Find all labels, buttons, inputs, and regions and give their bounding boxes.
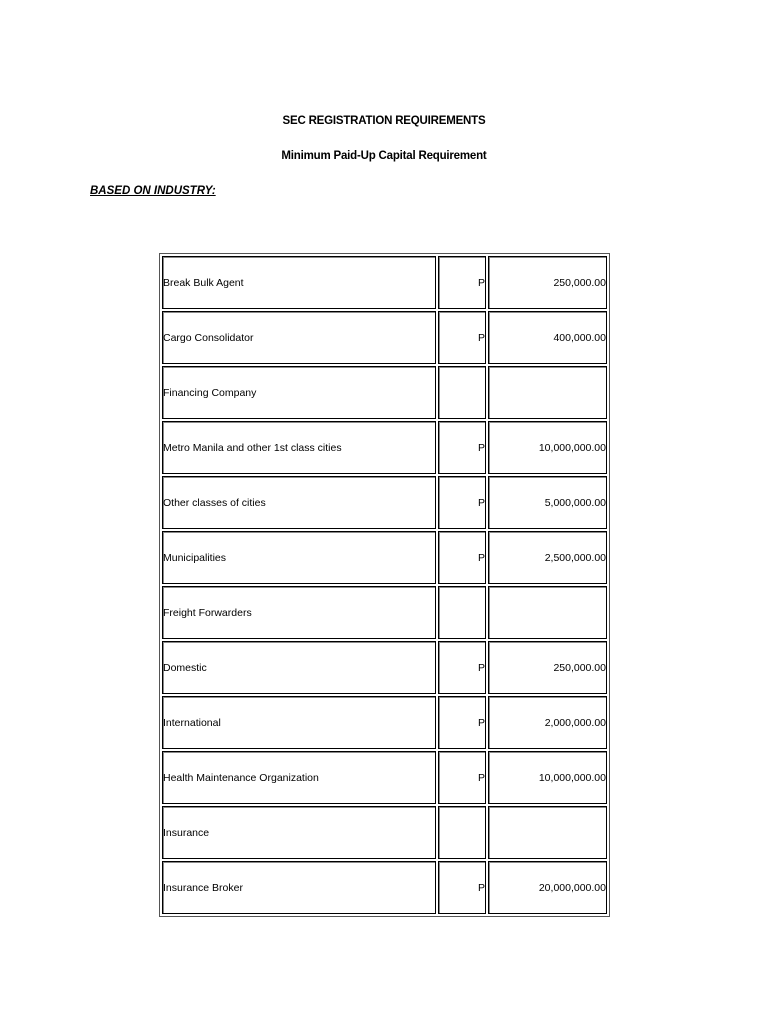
- industry-name-cell: Freight Forwarders: [162, 586, 436, 639]
- currency-cell: P: [438, 476, 486, 529]
- currency-cell: [438, 806, 486, 859]
- industry-name-cell: Municipalities: [162, 531, 436, 584]
- requirements-table: [159, 253, 610, 917]
- currency-cell: P: [438, 531, 486, 584]
- table-row: [162, 256, 607, 309]
- document-title: SEC REGISTRATION REQUIREMENTS: [282, 115, 486, 127]
- industry-name-cell: Health Maintenance Organization: [162, 751, 436, 804]
- industry-name-cell: Break Bulk Agent: [162, 256, 436, 309]
- amount-cell: 20,000,000.00: [488, 861, 607, 914]
- amount-cell: 250,000.00: [488, 256, 607, 309]
- amount-cell: 5,000,000.00: [488, 476, 607, 529]
- industry-name-cell: Domestic: [162, 641, 436, 694]
- industry-name-cell: Insurance: [162, 806, 436, 859]
- table-row: [162, 586, 607, 639]
- currency-cell: P: [438, 641, 486, 694]
- currency-cell: P: [438, 421, 486, 474]
- table-row: [162, 641, 607, 694]
- document-subtitle: Minimum Paid-Up Capital Requirement: [281, 150, 487, 162]
- table-row: [162, 476, 607, 529]
- table-row: [162, 806, 607, 859]
- industry-name-cell: Insurance Broker: [162, 861, 436, 914]
- table-row: [162, 696, 607, 749]
- currency-cell: P: [438, 311, 486, 364]
- industry-name-cell: Cargo Consolidator: [162, 311, 436, 364]
- amount-cell: 10,000,000.00: [488, 751, 607, 804]
- currency-cell: [438, 586, 486, 639]
- industry-name-cell: Metro Manila and other 1st class cities: [162, 421, 436, 474]
- currency-cell: P: [438, 256, 486, 309]
- amount-cell: 250,000.00: [488, 641, 607, 694]
- industry-name-cell: International: [162, 696, 436, 749]
- table-row: [162, 531, 607, 584]
- amount-cell: [488, 806, 607, 859]
- amount-cell: 10,000,000.00: [488, 421, 607, 474]
- table-row: [162, 311, 607, 364]
- amount-cell: [488, 586, 607, 639]
- amount-cell: 2,000,000.00: [488, 696, 607, 749]
- industry-name-cell: Financing Company: [162, 366, 436, 419]
- industry-name-cell: Other classes of cities: [162, 476, 436, 529]
- currency-cell: P: [438, 861, 486, 914]
- currency-cell: [438, 366, 486, 419]
- section-heading: BASED ON INDUSTRY:: [90, 185, 216, 197]
- currency-cell: P: [438, 751, 486, 804]
- amount-cell: [488, 366, 607, 419]
- table-row: [162, 421, 607, 474]
- amount-cell: 2,500,000.00: [488, 531, 607, 584]
- table-row: [162, 366, 607, 419]
- amount-cell: 400,000.00: [488, 311, 607, 364]
- table-row: [162, 751, 607, 804]
- table-row: [162, 861, 607, 914]
- currency-cell: P: [438, 696, 486, 749]
